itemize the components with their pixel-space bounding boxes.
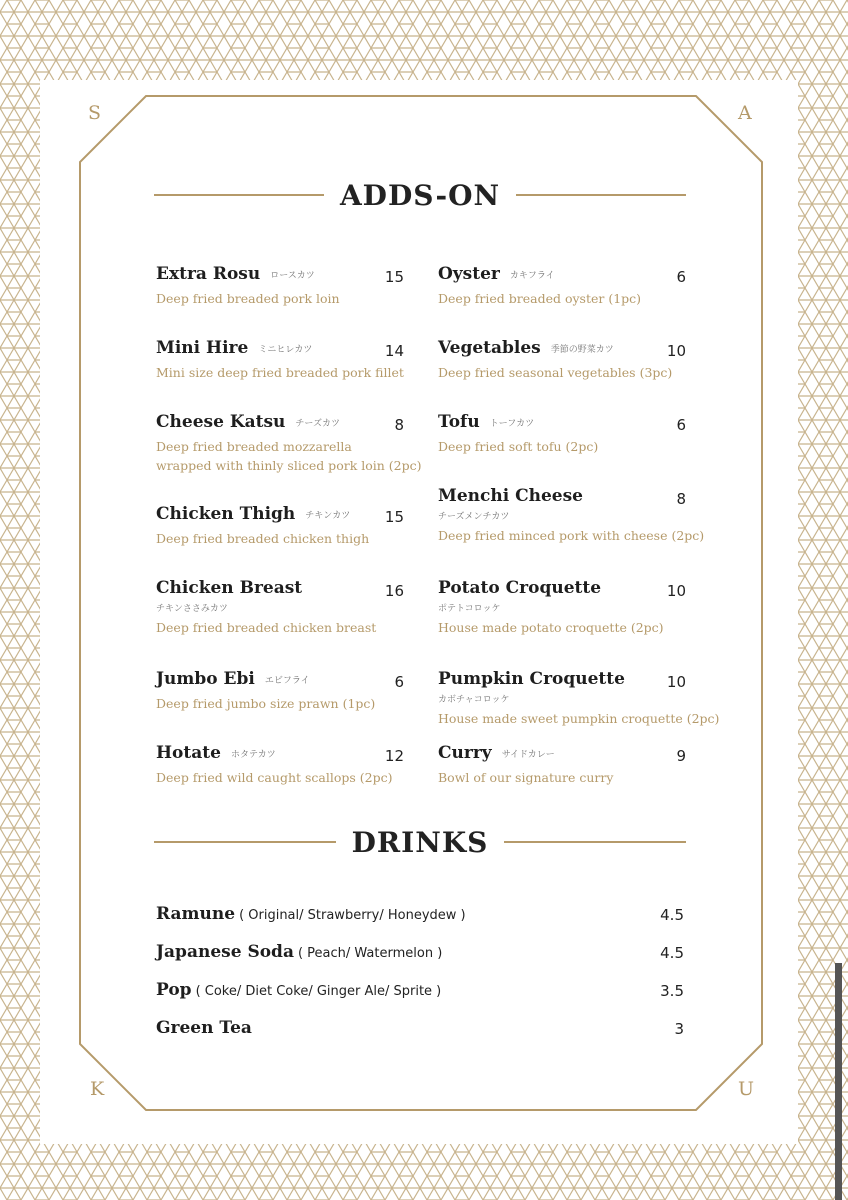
item-price: 10 bbox=[666, 582, 686, 600]
menu-item bbox=[156, 504, 404, 548]
item-description: Deep fried soft tofu (2pc) bbox=[438, 439, 599, 454]
item-price: 6 bbox=[394, 673, 404, 691]
item-name: Oyster bbox=[438, 264, 500, 284]
drink-item bbox=[156, 904, 684, 928]
item-japanese-name: カキフライ bbox=[509, 271, 555, 281]
menu-item bbox=[438, 338, 686, 382]
drink-price: 3.5 bbox=[660, 982, 684, 1000]
menu-item bbox=[438, 264, 686, 308]
menu-item bbox=[156, 578, 404, 637]
item-name: Extra Rosu bbox=[156, 264, 261, 284]
item-name: Chicken Breast bbox=[156, 578, 303, 598]
item-japanese-name: サイドカレー bbox=[501, 750, 555, 760]
heading-rule-right bbox=[504, 841, 686, 843]
item-description: Deep fried minced pork with cheese (2pc) bbox=[438, 528, 705, 543]
adds-on-heading bbox=[154, 175, 686, 215]
heading-rule-left bbox=[154, 841, 336, 843]
corner-letter-top-left: S bbox=[88, 102, 102, 124]
item-price: 14 bbox=[384, 342, 404, 360]
drink-price: 3 bbox=[674, 1020, 684, 1038]
drink-item bbox=[156, 1018, 684, 1042]
item-japanese-name: ポテトコロッケ bbox=[438, 604, 501, 614]
item-japanese-name: ロースカツ bbox=[270, 271, 315, 281]
menu-item bbox=[438, 669, 720, 728]
scrollbar-thumb[interactable] bbox=[835, 963, 842, 1200]
item-name: Menchi Cheese bbox=[438, 486, 583, 506]
item-name: Pumpkin Croquette bbox=[438, 669, 625, 689]
item-name: Tofu bbox=[438, 412, 480, 432]
drink-options: ( Original/ Strawberry/ Honeydew ) bbox=[239, 908, 466, 923]
item-description: Deep fried breaded chicken thigh bbox=[156, 531, 370, 546]
drink-name: Ramune bbox=[156, 904, 236, 924]
item-name: Potato Croquette bbox=[438, 578, 602, 598]
item-price: 12 bbox=[384, 747, 404, 765]
drink-name: Green Tea bbox=[156, 1018, 252, 1038]
menu-item bbox=[156, 264, 404, 308]
item-description-line: wrapped with thinly sliced pork loin (2pc) bbox=[156, 458, 422, 473]
item-name: Hotate bbox=[156, 743, 221, 763]
heading-rule-left bbox=[154, 194, 324, 196]
item-name: Cheese Katsu bbox=[156, 412, 286, 432]
item-price: 8 bbox=[394, 416, 404, 434]
item-description: Deep fried breaded oyster (1pc) bbox=[438, 291, 642, 306]
item-japanese-name: チキンささみカツ bbox=[156, 604, 228, 614]
item-description: House made sweet pumpkin croquette (2pc) bbox=[438, 711, 720, 726]
drink-options: ( Peach/ Watermelon ) bbox=[297, 946, 443, 961]
menu-item bbox=[438, 578, 686, 637]
item-name: Chicken Thigh bbox=[156, 504, 296, 524]
item-price: 6 bbox=[676, 416, 686, 434]
item-price: 10 bbox=[666, 673, 686, 691]
item-price: 9 bbox=[676, 747, 686, 765]
item-name: Vegetables bbox=[438, 338, 541, 358]
item-description: Mini size deep fried breaded pork fillet bbox=[156, 365, 404, 380]
item-japanese-name: チーズカツ bbox=[295, 419, 340, 429]
drinks-title: DRINKS bbox=[351, 825, 489, 859]
menu-item bbox=[438, 743, 686, 787]
item-price: 15 bbox=[384, 268, 404, 286]
drink-item bbox=[156, 942, 684, 966]
corner-letter-bottom-right: U bbox=[738, 1078, 755, 1100]
heading-rule-right bbox=[516, 194, 686, 196]
item-description bbox=[156, 437, 422, 475]
item-description: Deep fried seasonal vegetables (3pc) bbox=[438, 365, 673, 380]
item-japanese-name: カボチャコロッケ bbox=[438, 695, 510, 705]
drink-price: 4.5 bbox=[660, 906, 684, 924]
item-name: Mini Hire bbox=[156, 338, 249, 358]
item-japanese-name: ホタテカツ bbox=[230, 750, 276, 760]
item-price: 15 bbox=[384, 508, 404, 526]
item-price: 8 bbox=[676, 490, 686, 508]
item-description: Deep fried jumbo size prawn (1pc) bbox=[156, 696, 376, 711]
menu-item bbox=[156, 412, 422, 475]
item-description: Deep fried breaded chicken breast bbox=[156, 620, 377, 635]
drink-options: ( Coke/ Diet Coke/ Ginger Ale/ Sprite ) bbox=[195, 984, 442, 999]
item-japanese-name: 季節の野菜カツ bbox=[550, 345, 614, 355]
item-name: Jumbo Ebi bbox=[156, 669, 255, 689]
menu-item bbox=[156, 743, 404, 787]
item-japanese-name: トーフカツ bbox=[489, 419, 535, 429]
drink-name: Japanese Soda bbox=[156, 942, 294, 962]
item-japanese-name: エビフライ bbox=[264, 676, 310, 686]
item-price: 6 bbox=[676, 268, 686, 286]
menu-item bbox=[438, 486, 705, 545]
item-description-line: Deep fried breaded mozzarella bbox=[156, 439, 352, 454]
item-description: House made potato croquette (2pc) bbox=[438, 620, 664, 635]
menu-item bbox=[156, 338, 404, 382]
corner-letter-bottom-left: K bbox=[90, 1078, 105, 1100]
item-japanese-name: ミニヒレカツ bbox=[258, 345, 313, 355]
item-description: Deep fried breaded pork loin bbox=[156, 291, 340, 306]
menu-item bbox=[156, 669, 404, 713]
item-japanese-name: チキンカツ bbox=[305, 511, 351, 521]
drinks-heading bbox=[154, 822, 686, 862]
item-japanese-name: チーズメンチカツ bbox=[438, 512, 510, 522]
drink-item bbox=[156, 980, 684, 1004]
corner-letter-top-right: A bbox=[738, 102, 752, 124]
item-price: 16 bbox=[384, 582, 404, 600]
menu-item bbox=[438, 412, 686, 456]
drink-price: 4.5 bbox=[660, 944, 684, 962]
adds-on-title: ADDS-ON bbox=[339, 178, 501, 212]
drink-name: Pop bbox=[156, 980, 192, 1000]
item-description: Bowl of our signature curry bbox=[438, 770, 614, 785]
item-description: Deep fried wild caught scallops (2pc) bbox=[156, 770, 393, 785]
item-name: Curry bbox=[438, 743, 492, 763]
item-price: 10 bbox=[666, 342, 686, 360]
